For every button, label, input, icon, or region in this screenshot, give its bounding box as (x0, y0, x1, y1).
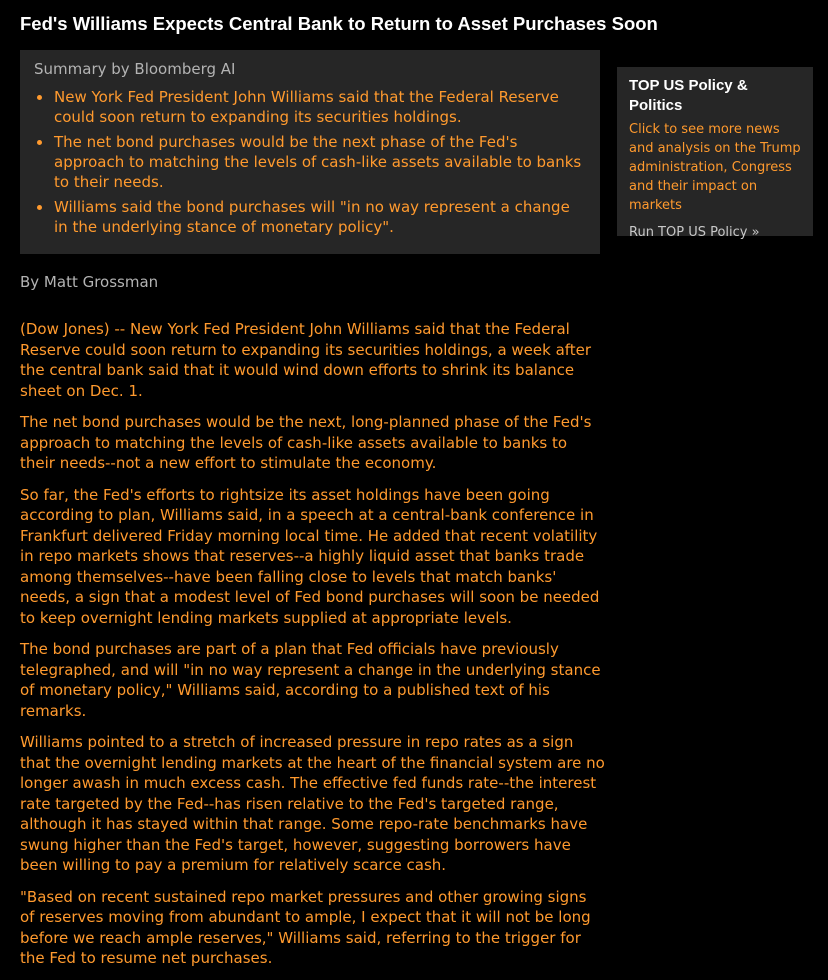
sidebar-description[interactable]: Click to see more news and analysis on the Trump administration, Congress and their impact on markets (629, 122, 801, 213)
summary-title: Summary by Bloomberg AI (34, 60, 236, 78)
article-paragraph: "Based on recent sustained repo market pressures and other growing signs of reserves moving from abundant to ample, I expect that it will not be long before we reach ample reserves," Williams said, referring to the trigger for the Fed to resume net purchases. (20, 887, 591, 967)
byline: By Matt Grossman (20, 273, 159, 291)
article-paragraph: Williams pointed to a stretch of increased pressure in repo rates as a sign that the overnight lending markets at the heart of the financial system are no longer awash in much excess cash. The effective fed funds rate--the interest rate targeted by the Fed--has risen relative to the Fed's targeted range, although it has stayed within that range. Some repo-rate benchmarks have swung higher than the Fed's target, however, suggesting borrowers have been willing to pay a premium for relatively scarce cash. (20, 733, 605, 874)
summary-bullet: Williams said the bond purchases will "in no way represent a change in the underlying stance of monetary policy". (34, 197, 586, 237)
article-paragraph: (Dow Jones) -- New York Fed President John Williams said that the Federal Reserve could soon return to expanding its securities holdings, a week after the central bank said that it would wind down efforts to shrink its balance sheet on Dec. 1. (20, 320, 592, 400)
run-top-us-policy-link[interactable]: Run TOP US Policy » (629, 225, 760, 240)
ai-summary-panel (20, 50, 600, 254)
article-paragraph: The net bond purchases would be the next, long-planned phase of the Fed's approach to matching the levels of cash-like assets available to banks to their needs--not a new effort to stimulate the economy. (20, 413, 592, 472)
sidebar-title: TOP US Policy & Politics (629, 77, 748, 114)
article-headline: Fed's Williams Expects Central Bank to Return to Asset Purchases Soon (20, 13, 658, 34)
summary-bullet: New York Fed President John Williams said that the Federal Reserve could soon return to expanding its securities holdings. (34, 87, 586, 127)
summary-list (34, 87, 586, 237)
summary-bullet: The net bond purchases would be the next phase of the Fed's approach to matching the levels of cash-like assets available to banks to their needs. (34, 132, 586, 192)
article-paragraph: So far, the Fed's efforts to rightsize its asset holdings have been going according to plan, Williams said, in a speech at a central-bank conference in Frankfurt delivered Friday morning local time. He added that recent volatility in repo markets shows that reserves--a highly liquid asset that banks trade among themselves--have been falling close to levels that match banks' needs, a sign that a modest level of Fed bond purchases will soon be needed to keep overnight lending markets supplied at appropriate levels. (20, 485, 600, 627)
article-body (20, 319, 605, 980)
top-us-policy-panel (617, 67, 813, 240)
article-paragraph: The bond purchases are part of a plan that Fed officials have previously telegraphed, and will "in no way represent a change in the underlying stance of monetary policy," Williams said, according to a published text of his remarks. (20, 640, 601, 720)
